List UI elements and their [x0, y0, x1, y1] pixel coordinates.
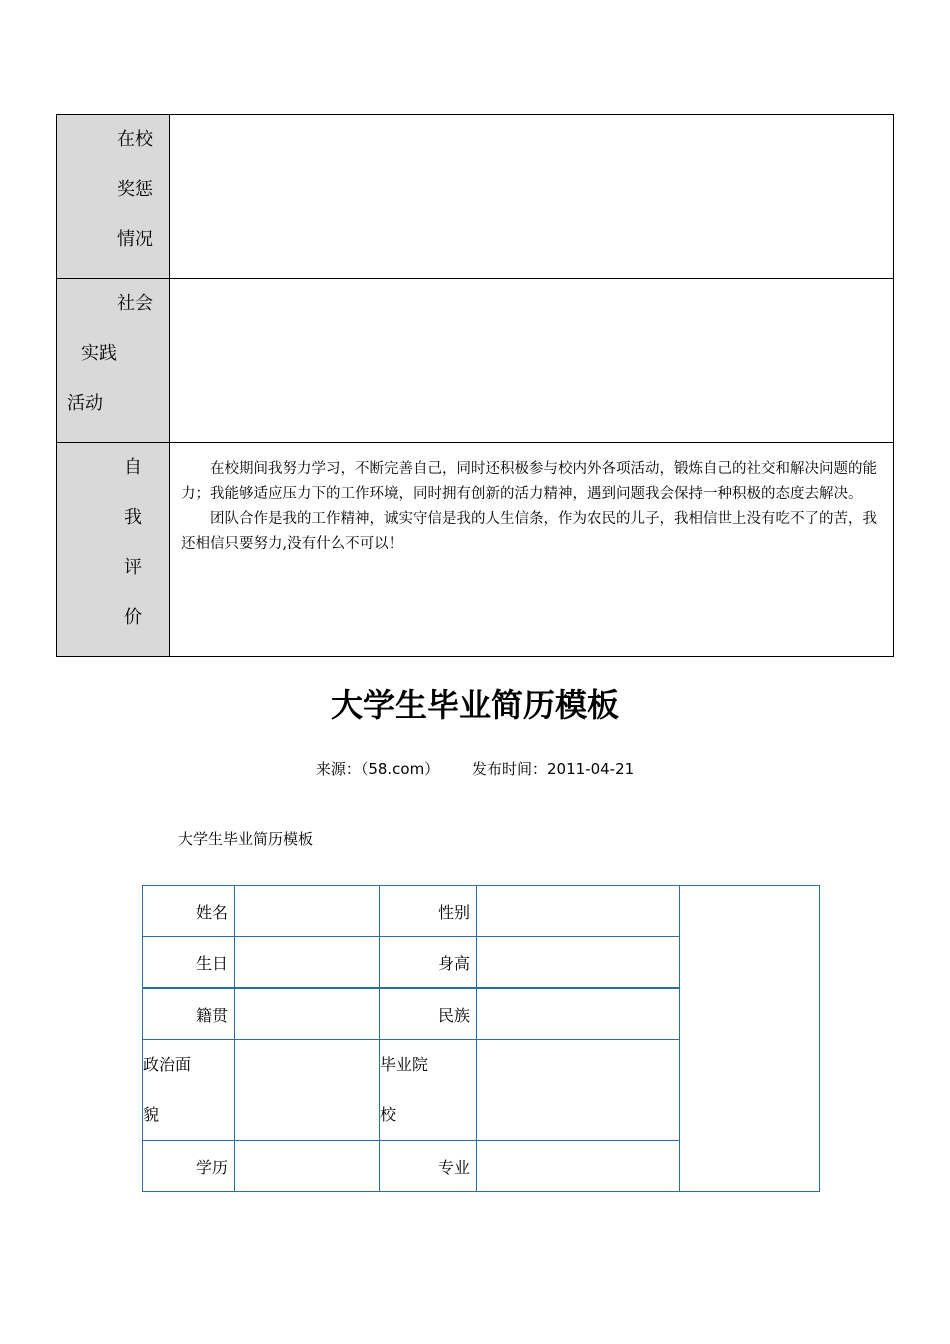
table-row [57, 443, 894, 657]
label-line: 活动 [67, 393, 103, 414]
subtitle: 大学生毕业简历模板 [178, 830, 314, 848]
height-label: 身高 [380, 937, 477, 989]
row-label-awards [57, 115, 170, 279]
education-label: 学历 [143, 1141, 235, 1192]
education-field[interactable] [235, 1141, 380, 1192]
self-evaluation-content[interactable] [170, 443, 894, 657]
resume-info-table [142, 885, 820, 1192]
row-label-self-evaluation [57, 443, 170, 657]
awards-content[interactable] [170, 115, 894, 279]
evaluation-table [56, 114, 894, 657]
document-title: 大学生毕业简历模板 [330, 686, 619, 724]
birthday-field[interactable] [235, 937, 380, 989]
table-row [57, 115, 894, 279]
ethnicity-label: 民族 [380, 988, 477, 1040]
label-line: 自 [124, 457, 142, 478]
name-field[interactable] [235, 886, 380, 937]
native-place-label: 籍贯 [143, 988, 235, 1040]
birthday-label: 生日 [143, 937, 235, 989]
label-line: 校 [380, 1105, 397, 1124]
meta-line [0, 758, 950, 779]
name-label: 姓名 [143, 886, 235, 937]
photo-cell[interactable] [680, 886, 820, 1192]
publish-date: 发布时间：2011-04-21 [472, 760, 635, 778]
label-line: 社会 [117, 293, 153, 314]
height-field[interactable] [477, 937, 680, 989]
label-line: 貌 [143, 1105, 160, 1124]
self-evaluation-paragraph: 团队合作是我的工作精神，诚实守信是我的人生信条，作为农民的儿子，我相信世上没有吃不了的苦，我还相信只要努力,没有什么不可以！ [181, 511, 877, 552]
row-label-social-practice [57, 279, 170, 443]
graduate-school-label [380, 1040, 477, 1141]
label-line: 在校 [117, 129, 153, 150]
graduate-school-field[interactable] [477, 1040, 680, 1141]
label-line: 价 [124, 607, 142, 628]
label-line: 毕业院 [380, 1055, 429, 1074]
label-line: 情况 [117, 229, 153, 250]
source-text: 来源：（58.com） [315, 760, 440, 778]
label-line: 评 [124, 557, 142, 578]
label-line: 我 [124, 507, 142, 528]
label-line: 政治面 [143, 1055, 192, 1074]
native-place-field[interactable] [235, 988, 380, 1040]
political-status-field[interactable] [235, 1040, 380, 1141]
table-row [57, 279, 894, 443]
label-line: 实践 [81, 343, 117, 364]
label-line: 奖惩 [117, 179, 153, 200]
ethnicity-field[interactable] [477, 988, 680, 1040]
gender-field[interactable] [477, 886, 680, 937]
political-status-label [143, 1040, 235, 1141]
self-evaluation-paragraph: 在校期间我努力学习，不断完善自己，同时还积极参与校内外各项活动，锻炼自己的社交和解决问题的能力；我能够适应压力下的工作环境，同时拥有创新的活力精神，遇到问题我会保持一种积极的态度去解决。 [181, 461, 877, 502]
social-practice-content[interactable] [170, 279, 894, 443]
table-row [143, 886, 820, 937]
gender-label: 性别 [380, 886, 477, 937]
major-field[interactable] [477, 1141, 680, 1192]
major-label: 专业 [380, 1141, 477, 1192]
